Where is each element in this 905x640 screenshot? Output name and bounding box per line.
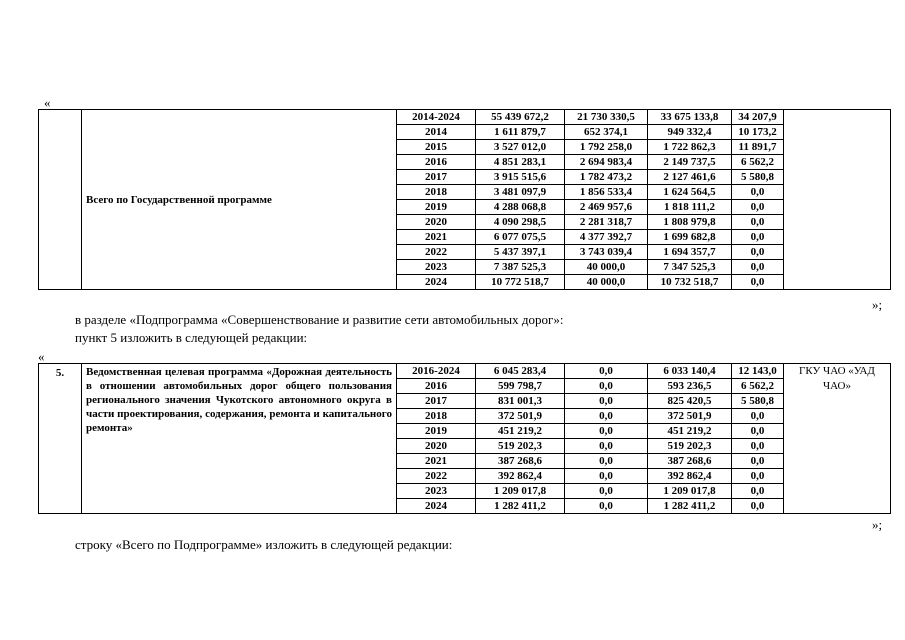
program-total-table <box>38 109 891 290</box>
year-cell: 2023 <box>397 484 476 499</box>
federal-cell: 2 281 318,7 <box>565 215 648 230</box>
year-cell: 2024 <box>397 275 476 290</box>
year-cell: 2024 <box>397 499 476 514</box>
regional-cell: 392 862,4 <box>648 469 732 484</box>
other-cell: 0,0 <box>732 260 784 275</box>
total-cell: 1 282 411,2 <box>476 499 565 514</box>
total-cell: 3 527 012,0 <box>476 140 565 155</box>
other-cell: 0,0 <box>732 275 784 290</box>
regional-cell: 1 694 357,7 <box>648 245 732 260</box>
federal-cell: 1 856 533,4 <box>565 185 648 200</box>
regional-cell: 7 347 525,3 <box>648 260 732 275</box>
federal-cell: 0,0 <box>565 409 648 424</box>
other-cell: 0,0 <box>732 185 784 200</box>
total-cell: 5 437 397,1 <box>476 245 565 260</box>
federal-cell: 2 694 983,4 <box>565 155 648 170</box>
year-cell: 2023 <box>397 260 476 275</box>
regional-cell: 825 420,5 <box>648 394 732 409</box>
other-cell: 34 207,9 <box>732 110 784 125</box>
other-cell: 0,0 <box>732 245 784 260</box>
other-cell: 0,0 <box>732 409 784 424</box>
year-cell: 2018 <box>397 409 476 424</box>
federal-cell: 40 000,0 <box>565 260 648 275</box>
total-cell: 3 915 515,6 <box>476 170 565 185</box>
total-cell: 599 798,7 <box>476 379 565 394</box>
total-cell: 831 001,3 <box>476 394 565 409</box>
open-quote-2: « <box>38 349 45 364</box>
other-cell: 6 562,2 <box>732 379 784 394</box>
regional-cell: 593 236,5 <box>648 379 732 394</box>
federal-cell: 0,0 <box>565 499 648 514</box>
year-cell: 2019 <box>397 424 476 439</box>
total-cell: 4 090 298,5 <box>476 215 565 230</box>
regional-cell: 1 722 862,3 <box>648 140 732 155</box>
regional-cell: 1 282 411,2 <box>648 499 732 514</box>
number-cell <box>39 110 82 290</box>
federal-cell: 0,0 <box>565 484 648 499</box>
table-row <box>39 364 891 379</box>
federal-cell: 0,0 <box>565 454 648 469</box>
other-cell: 0,0 <box>732 424 784 439</box>
federal-cell: 1 782 473,2 <box>565 170 648 185</box>
total-cell: 4 851 283,1 <box>476 155 565 170</box>
total-cell: 10 772 518,7 <box>476 275 565 290</box>
regional-cell: 2 149 737,5 <box>648 155 732 170</box>
regional-cell: 2 127 461,6 <box>648 170 732 185</box>
total-cell: 387 268,6 <box>476 454 565 469</box>
program-total-label: Всего по Государственной программе <box>82 110 397 290</box>
total-cell: 3 481 097,9 <box>476 185 565 200</box>
total-cell: 1 209 017,8 <box>476 484 565 499</box>
other-cell: 5 580,8 <box>732 394 784 409</box>
year-cell: 2016 <box>397 155 476 170</box>
total-cell: 372 501,9 <box>476 409 565 424</box>
section-paragraph: в разделе «Подпрограмма «Совершенствование и развитие сети автомобильных дорог»: <box>75 312 564 327</box>
regional-cell: 6 033 140,4 <box>648 364 732 379</box>
responsible-executor: ГКУ ЧАО «УАД ЧАО» <box>784 364 891 514</box>
total-cell: 1 611 879,7 <box>476 125 565 140</box>
regional-cell: 1 808 979,8 <box>648 215 732 230</box>
total-cell: 6 045 283,4 <box>476 364 565 379</box>
year-cell: 2021 <box>397 230 476 245</box>
total-cell: 392 862,4 <box>476 469 565 484</box>
departmental-program-table <box>38 363 891 514</box>
federal-cell: 0,0 <box>565 424 648 439</box>
federal-cell: 0,0 <box>565 364 648 379</box>
other-cell: 12 143,0 <box>732 364 784 379</box>
regional-cell: 949 332,4 <box>648 125 732 140</box>
subprogram-total-paragraph: строку «Всего по Подпрограмме» изложить в следующей редакции: <box>75 537 453 552</box>
year-cell: 2018 <box>397 185 476 200</box>
regional-cell: 33 675 133,8 <box>648 110 732 125</box>
federal-cell: 4 377 392,7 <box>565 230 648 245</box>
regional-cell: 1 209 017,8 <box>648 484 732 499</box>
item-paragraph: пункт 5 изложить в следующей редакции: <box>75 330 308 345</box>
other-cell: 0,0 <box>732 439 784 454</box>
regional-cell: 387 268,6 <box>648 454 732 469</box>
year-cell: 2016 <box>397 379 476 394</box>
close-quote-1: »; <box>872 297 883 312</box>
federal-cell: 0,0 <box>565 379 648 394</box>
year-cell: 2022 <box>397 469 476 484</box>
other-cell: 0,0 <box>732 200 784 215</box>
other-cell: 10 173,2 <box>732 125 784 140</box>
total-cell: 451 219,2 <box>476 424 565 439</box>
federal-cell: 0,0 <box>565 469 648 484</box>
open-quote-1: « <box>44 95 51 110</box>
other-cell: 0,0 <box>732 454 784 469</box>
year-cell: 2016-2024 <box>397 364 476 379</box>
regional-cell: 519 202,3 <box>648 439 732 454</box>
regional-cell: 10 732 518,7 <box>648 275 732 290</box>
regional-cell: 451 219,2 <box>648 424 732 439</box>
year-cell: 2014-2024 <box>397 110 476 125</box>
year-cell: 2022 <box>397 245 476 260</box>
regional-cell: 1 624 564,5 <box>648 185 732 200</box>
year-cell: 2017 <box>397 170 476 185</box>
program-description: Ведомственная целевая программа «Дорожная деятельность в отношении автомобильных дорог общего пользования регионального значения Чукотского автономного округа в части проектирования, содержания, ремонта и капитального ремонта» <box>82 364 397 514</box>
other-cell: 0,0 <box>732 215 784 230</box>
other-cell: 5 580,8 <box>732 170 784 185</box>
year-cell: 2020 <box>397 215 476 230</box>
table-row <box>39 110 891 125</box>
federal-cell: 21 730 330,5 <box>565 110 648 125</box>
item-number: 5. <box>39 364 82 514</box>
other-cell: 6 562,2 <box>732 155 784 170</box>
year-cell: 2015 <box>397 140 476 155</box>
other-cell: 0,0 <box>732 469 784 484</box>
close-quote-2: »; <box>872 517 883 532</box>
total-cell: 6 077 075,5 <box>476 230 565 245</box>
total-cell: 4 288 068,8 <box>476 200 565 215</box>
regional-cell: 1 818 111,2 <box>648 200 732 215</box>
other-cell: 11 891,7 <box>732 140 784 155</box>
year-cell: 2014 <box>397 125 476 140</box>
year-cell: 2021 <box>397 454 476 469</box>
federal-cell: 0,0 <box>565 439 648 454</box>
federal-cell: 1 792 258,0 <box>565 140 648 155</box>
total-cell: 519 202,3 <box>476 439 565 454</box>
year-cell: 2017 <box>397 394 476 409</box>
year-cell: 2019 <box>397 200 476 215</box>
other-cell: 0,0 <box>732 230 784 245</box>
total-cell: 7 387 525,3 <box>476 260 565 275</box>
other-cell: 0,0 <box>732 484 784 499</box>
federal-cell: 652 374,1 <box>565 125 648 140</box>
federal-cell: 3 743 039,4 <box>565 245 648 260</box>
federal-cell: 0,0 <box>565 394 648 409</box>
federal-cell: 40 000,0 <box>565 275 648 290</box>
year-cell: 2020 <box>397 439 476 454</box>
federal-cell: 2 469 957,6 <box>565 200 648 215</box>
total-cell: 55 439 672,2 <box>476 110 565 125</box>
regional-cell: 372 501,9 <box>648 409 732 424</box>
regional-cell: 1 699 682,8 <box>648 230 732 245</box>
responsible-cell <box>784 110 891 290</box>
other-cell: 0,0 <box>732 499 784 514</box>
